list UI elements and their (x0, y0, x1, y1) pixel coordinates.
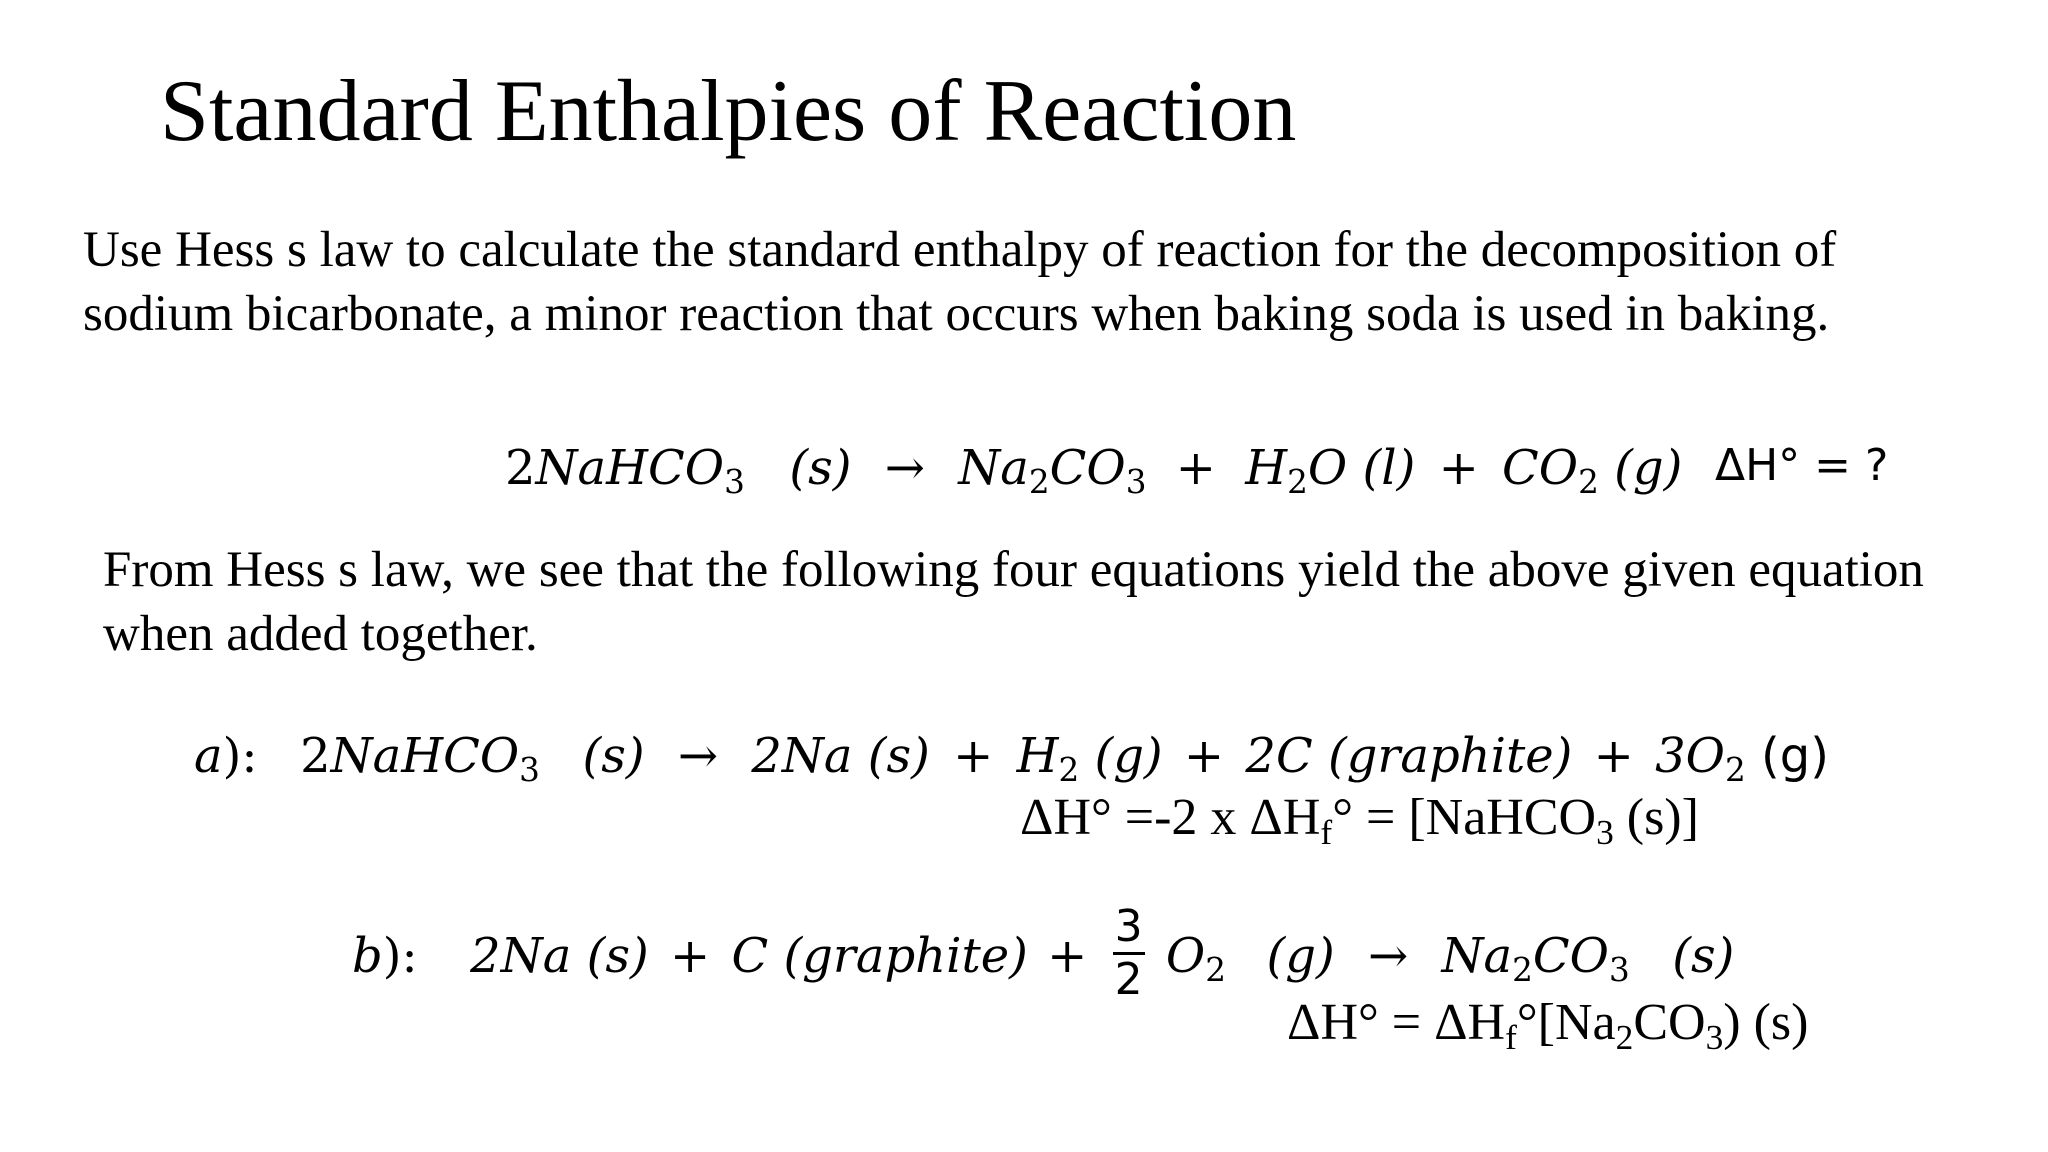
equation-a-delta-h (1020, 788, 1699, 852)
equation-a-plus-1: + (953, 728, 994, 784)
equation-b-dh-mid2: CO (1633, 994, 1706, 1051)
equation-b-reactant-2-state: (graphite) (783, 928, 1028, 984)
equation-b-reactant-2: C (731, 928, 769, 984)
equation-a-reactant: NaHCO (330, 728, 520, 784)
main-reactant: NaHCO (535, 440, 725, 496)
hess-paragraph (103, 538, 1924, 666)
main-product-2: H (1245, 440, 1288, 496)
main-arrow: → (884, 440, 925, 496)
equation-a-dh-sub: f (1320, 811, 1333, 852)
intro-paragraph (83, 218, 1836, 346)
equation-a-product-1-state: (s) (867, 728, 930, 784)
equation-b-fraction-denominator: 2 (1114, 954, 1143, 1005)
equation-a-product-3: 2C (1245, 728, 1313, 784)
equation-a-product-2-state: (g) (1094, 728, 1163, 784)
equation-a (194, 728, 1829, 790)
equation-a-dh-end: (s)] (1613, 789, 1699, 846)
equation-a-plus-3: + (1593, 728, 1634, 784)
slide-title: Standard Enthalpies of Reaction (160, 63, 1297, 160)
equation-a-plus-2: + (1183, 728, 1225, 784)
equation-a-product-1: 2Na (751, 728, 853, 784)
main-reactant-state: (s) (789, 440, 852, 496)
main-plus-1: + (1175, 440, 1216, 496)
main-product-1-sub2: 3 (1125, 463, 1147, 502)
equation-b-product: Na (1441, 928, 1513, 984)
main-reactant-sub: 3 (724, 463, 745, 502)
intro-line-1: Use Hess s law to calculate the standard enthalpy of reaction for the decomposition of (83, 222, 1837, 278)
main-product-3-state: (g) (1614, 440, 1683, 496)
equation-a-coef: 2 (300, 728, 331, 784)
equation-b-product-state: (s) (1672, 928, 1735, 984)
equation-b-dh-prefix: ΔH° = ΔH (1287, 994, 1506, 1051)
equation-b-reactant-1-state: (s) (586, 928, 649, 984)
main-product-3-sub: 2 (1578, 463, 1599, 502)
main-product-2-end: O (1307, 440, 1348, 496)
equation-b-label-suffix: ): (382, 928, 418, 984)
equation-a-product-3-state: (graphite) (1327, 728, 1573, 784)
equation-b-dh-sub: f (1505, 1016, 1517, 1057)
main-plus-2: + (1438, 440, 1479, 496)
equation-b-product-sub1: 2 (1512, 951, 1533, 990)
main-equation (505, 440, 1683, 502)
equation-b-fraction-numerator: 3 (1113, 902, 1145, 955)
equation-a-arrow: → (677, 728, 719, 784)
equation-b-label: b (352, 928, 383, 984)
equation-b-dh-end: ) (s) (1723, 994, 1809, 1051)
equation-b-delta-h (1287, 993, 1809, 1057)
equation-a-dh-mid: ° = [NaHCO (1332, 789, 1597, 846)
equation-a-product-2-sub: 2 (1058, 751, 1080, 790)
equation-a-product-2: H (1016, 728, 1059, 784)
equation-a-product-4-sub: 2 (1725, 751, 1746, 790)
equation-a-reactant-sub: 3 (519, 751, 540, 790)
equation-a-reactant-state: (s) (582, 728, 645, 784)
equation-b-reactant-3: O (1165, 928, 1206, 984)
equation-b-plus-2: + (1047, 928, 1088, 984)
hess-line-2: when added together. (103, 606, 538, 662)
equation-b-dh-mid: °[Na (1516, 994, 1616, 1051)
equation-a-product-4: 3O (1655, 728, 1726, 784)
hess-line-1: From Hess s law, we see that the following four equations yield the above given equation (103, 542, 1924, 598)
equation-b-reactant-1: 2Na (470, 928, 572, 984)
main-product-1-mid: CO (1049, 440, 1126, 496)
equation-a-label: a (194, 728, 223, 784)
equation-b-product-mid: CO (1532, 928, 1609, 984)
equation-b-fraction (1113, 902, 1145, 1005)
equation-a-dh-prefix: ΔH° =-2 x ΔH (1020, 789, 1321, 846)
equation-b-dh-sub2: 2 (1615, 1016, 1634, 1057)
equation-a-label-suffix: ): (222, 728, 258, 784)
main-product-3: CO (1502, 440, 1579, 496)
main-product-1-sub1: 2 (1028, 463, 1050, 502)
equation-b-reactant-3-sub: 2 (1205, 951, 1227, 990)
intro-line-2: sodium bicarbonate, a minor reaction that occurs when baking soda is used in baking. (83, 286, 1830, 342)
equation-a-dh-sub2: 3 (1596, 811, 1614, 852)
main-product-2-sub: 2 (1287, 463, 1308, 502)
equation-b-plus-1: + (669, 928, 711, 984)
main-delta-h: ΔH° = ? (1715, 440, 1889, 491)
main-product-1: Na (958, 440, 1029, 496)
equation-b-arrow: → (1368, 928, 1409, 984)
equation-b-dh-sub3: 3 (1705, 1016, 1724, 1057)
equation-a-product-4-state: (g) (1761, 728, 1829, 784)
equation-b-product-sub2: 3 (1608, 951, 1630, 990)
equation-b-reactant-3-state: (g) (1266, 928, 1335, 984)
main-reactant-coef: 2 (505, 440, 536, 496)
main-product-2-state: (l) (1362, 440, 1416, 496)
